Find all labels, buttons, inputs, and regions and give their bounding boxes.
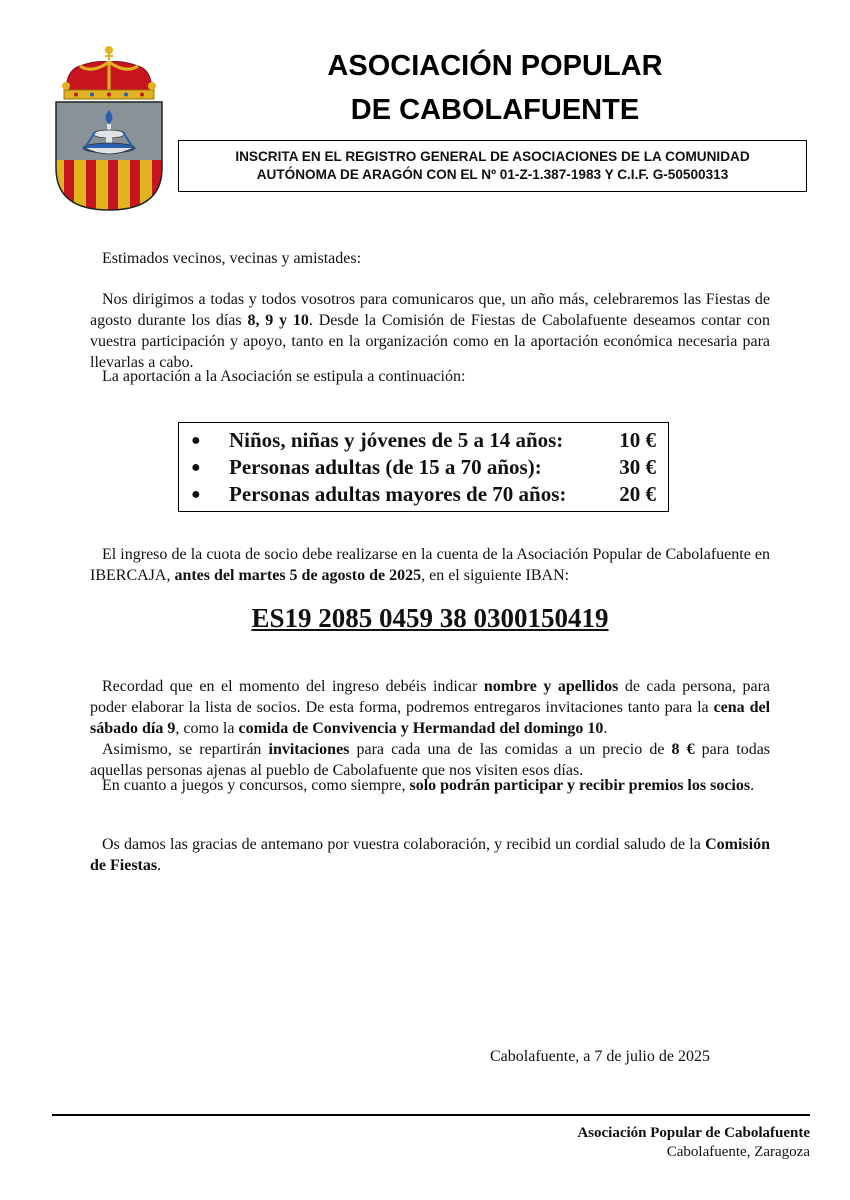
fee-row bbox=[179, 427, 668, 454]
fee-table bbox=[178, 422, 669, 512]
fee-amount: 20 € bbox=[619, 482, 656, 506]
paragraph-reminder: Recordad que en el momento del ingreso debéis indicar nombre y apellidos de cada persona, para poder elaborar la lista de socios. De esta forma, podremos entregaros invitaciones tanto para la cena del sábado día 9, como la comida de Convivencia y Hermandad del domingo 10. bbox=[90, 678, 771, 737]
bullet-icon: ● bbox=[191, 486, 201, 503]
fee-label: Niños, niñas y jóvenes de 5 a 14 años: bbox=[229, 428, 564, 452]
fee-label: Personas adultas mayores de 70 años: bbox=[229, 482, 567, 506]
bullet-icon: ● bbox=[191, 432, 201, 449]
footer-divider bbox=[52, 1114, 810, 1116]
fee-amount: 10 € bbox=[619, 428, 656, 452]
title-line-1: ASOCIACIÓN POPULAR bbox=[327, 50, 663, 82]
footer-organization: Asociación Popular de Cabolafuente bbox=[577, 1125, 810, 1141]
greeting: Estimados vecinos, vecinas y amistades: bbox=[102, 250, 362, 267]
organization-title bbox=[230, 44, 760, 132]
title-line-2: DE CABOLAFUENTE bbox=[350, 94, 640, 126]
paragraph-invitations: Asimismo, se repartirán invitaciones para cada una de las comidas a un precio de 8 € para todas aquellas personas ajenas al pueblo de Cabolafuente que nos visiten esos días. bbox=[90, 741, 771, 779]
fee-amount: 30 € bbox=[619, 455, 656, 479]
registry-box bbox=[178, 140, 807, 192]
iban-number: ES19 2085 0459 38 0300150419 bbox=[251, 603, 609, 633]
fee-row bbox=[179, 454, 668, 481]
letter-date: Cabolafuente, a 7 de julio de 2025 bbox=[490, 1048, 710, 1065]
paragraph-closing: Os damos las gracias de antemano por vuestra colaboración, y recibid un cordial saludo de la Comisión de Fiestas. bbox=[90, 836, 770, 874]
paragraph-games: En cuanto a juegos y concursos, como siempre, solo podrán participar y recibir premios los socios. bbox=[102, 777, 755, 794]
paragraph-intro: Nos dirigimos a todas y todos vosotros para comunicaros que, un año más, celebraremos las Fiestas de agosto durante los días 8, 9 y 10. Desde la Comisión de Fiestas de Cabolafuente deseamos contar con vuestra participación y apoyo, tanto en la organización como en la aportación económica necesaria para llevarlas a cabo. bbox=[90, 291, 770, 371]
paragraph-contribution-intro: La aportación a la Asociación se estipula a continuación: bbox=[102, 368, 466, 385]
registry-line-1: INSCRITA EN EL REGISTRO GENERAL DE ASOCIACIONES DE LA COMUNIDAD bbox=[235, 149, 750, 164]
registry-line-2: AUTÓNOMA DE ARAGÓN CON EL Nº 01-Z-1.387-1983 Y C.I.F. G-50500313 bbox=[256, 167, 729, 182]
crown-icon bbox=[62, 46, 156, 99]
paragraph-payment: El ingreso de la cuota de socio debe realizarse en la cuenta de la Asociación Popular de Cabolafuente en IBERCAJA, antes del martes 5 de agosto de 2025, en el siguiente IBAN: bbox=[90, 546, 770, 584]
fee-label: Personas adultas (de 15 a 70 años): bbox=[229, 455, 542, 479]
footer-city: Cabolafuente, Zaragoza bbox=[666, 1144, 810, 1160]
bullet-icon: ● bbox=[191, 459, 201, 476]
coat-of-arms-crest bbox=[52, 40, 166, 212]
fee-row bbox=[179, 481, 668, 508]
